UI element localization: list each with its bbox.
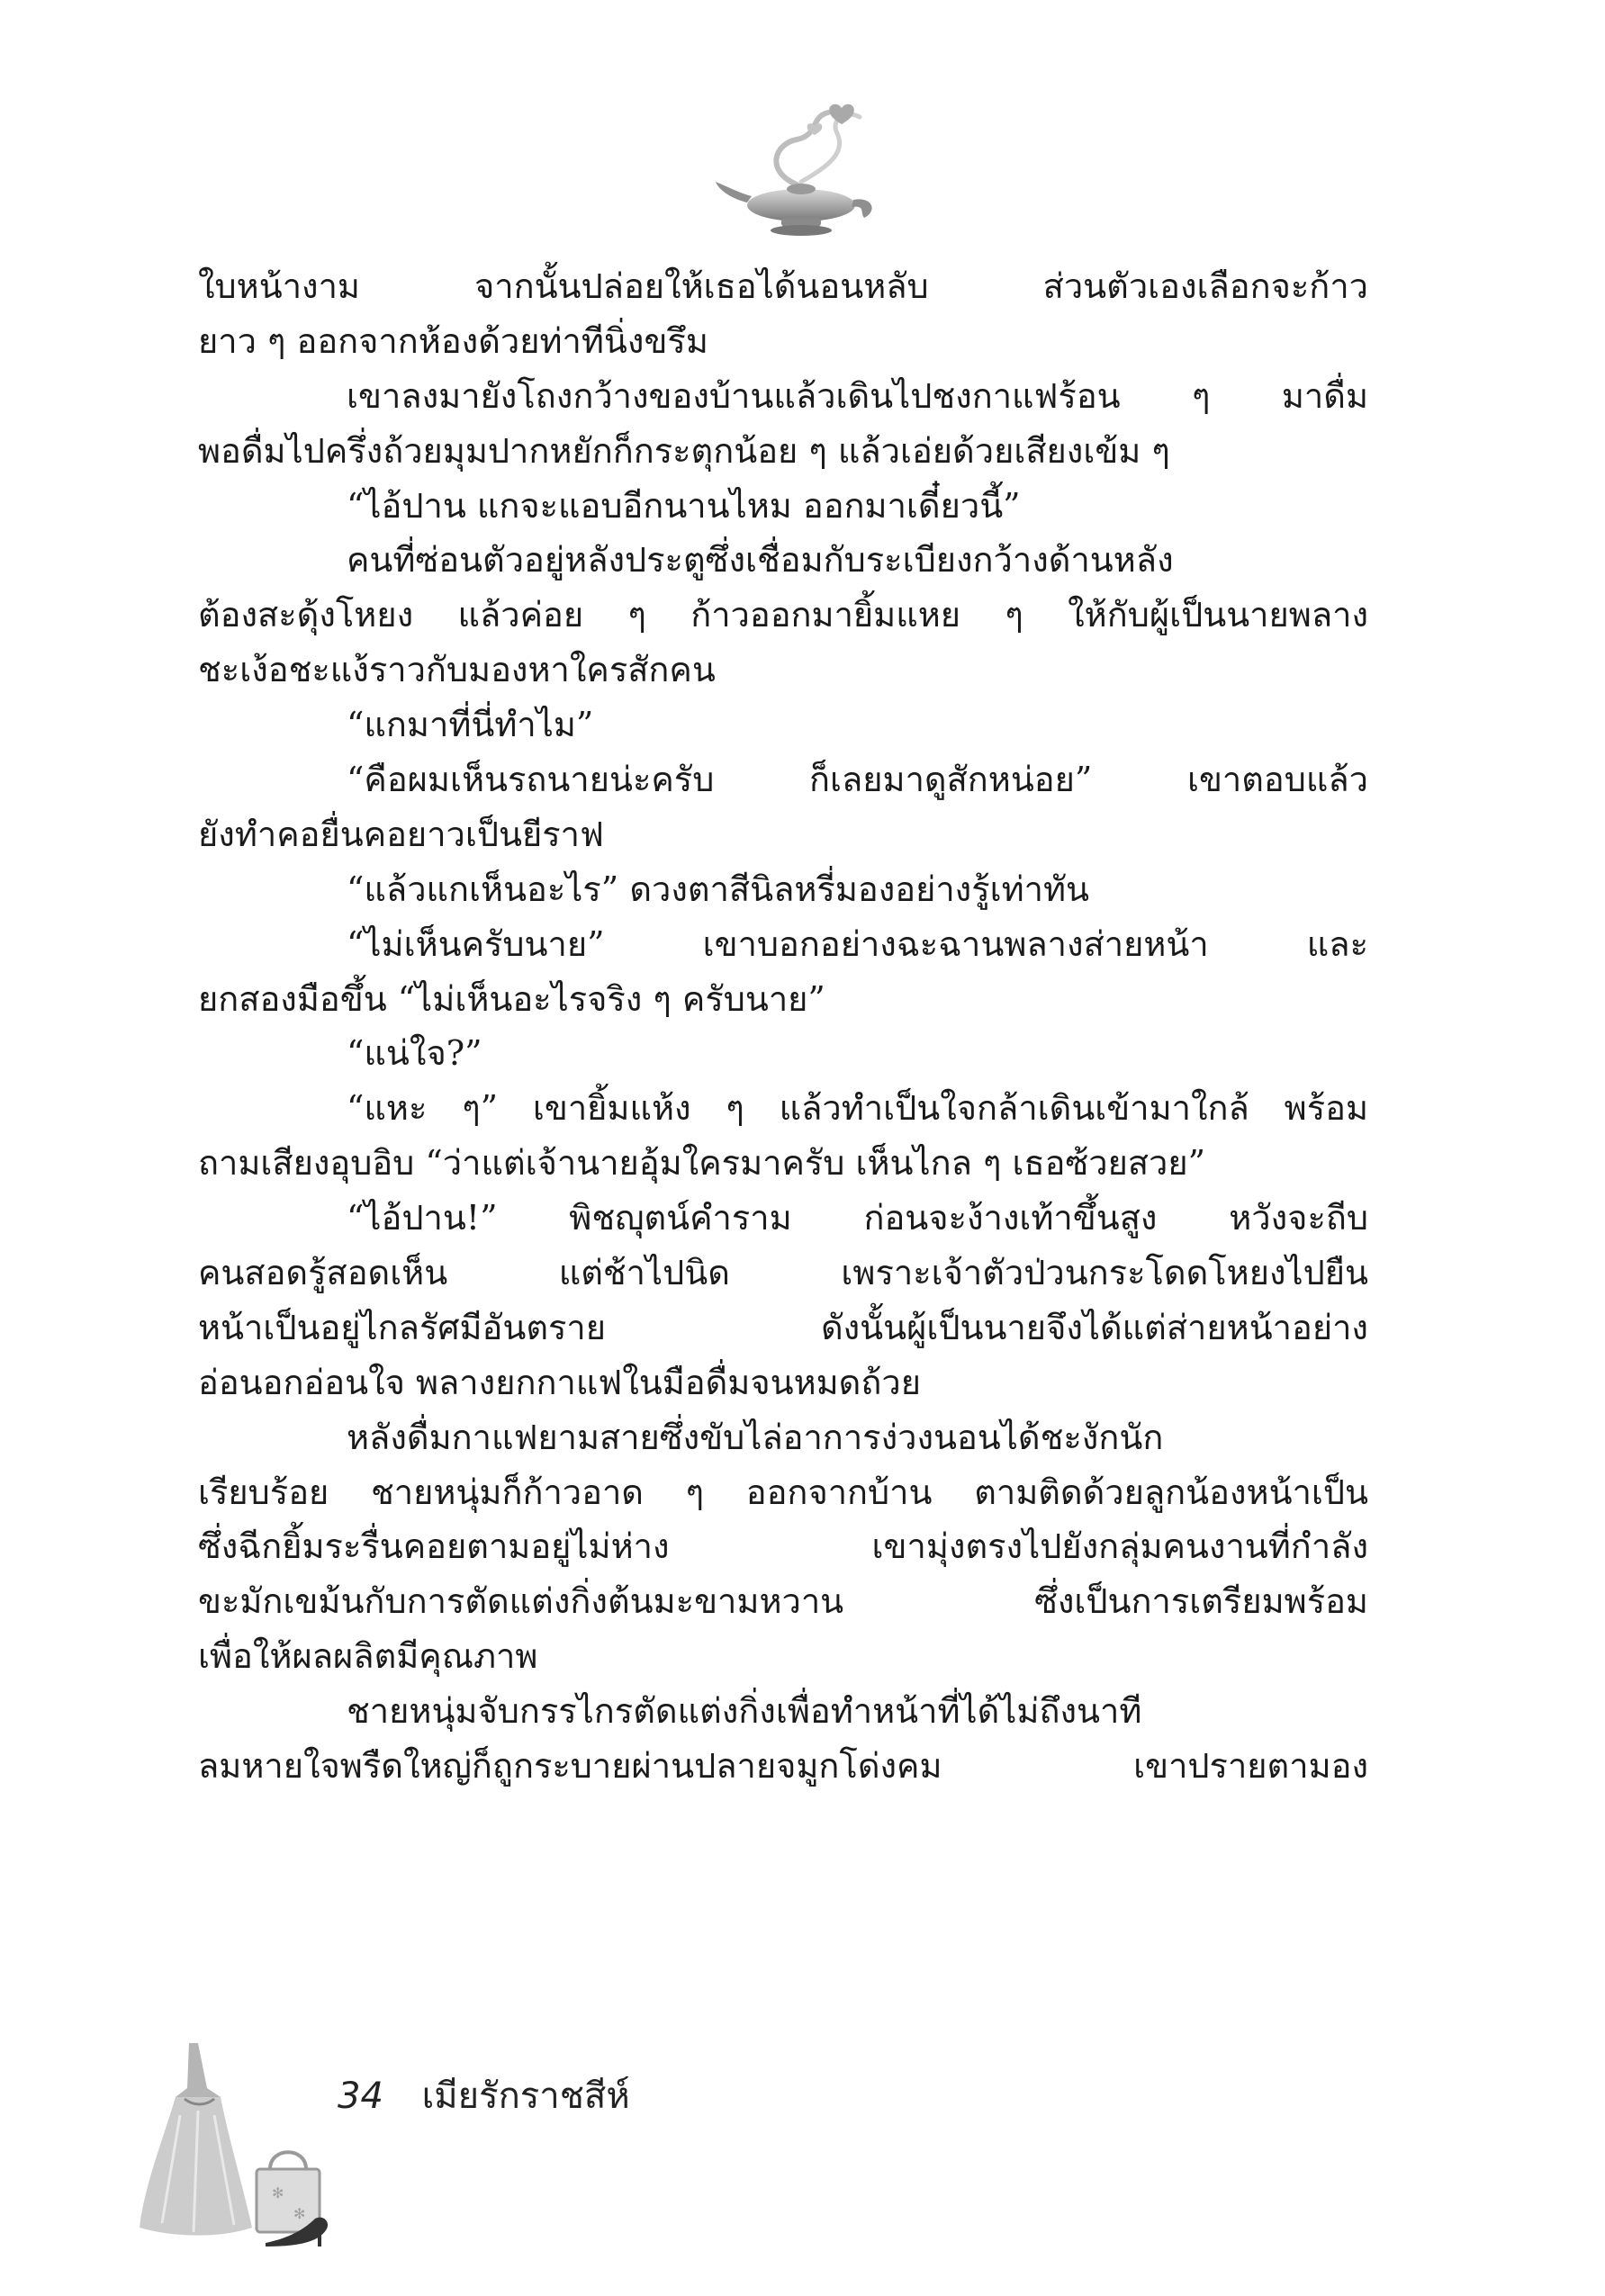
book-title: เมียรักราชสีห์ bbox=[421, 2075, 630, 2117]
text-line: ยาว ๆ ออกจากห้องด้วยท่าทีนิ่งขรึม bbox=[198, 320, 708, 361]
text-line: ซึ่งฉีกยิ้มระรื่นคอยตามอยู่ไม่ห่าง เขามุ่งตรงไปยังกลุ่มคนงานที่กำลัง bbox=[198, 1526, 1368, 1567]
text-line: หน้าเป็นอยู่ไกลรัศมีอันตราย ดังนั้นผู้เป็นนายจึงได้แต่ส่ายหน้าอย่าง bbox=[198, 1307, 1368, 1347]
text-line: ชะเง้อชะแง้ราวกับมองหาใครสักคน bbox=[198, 650, 716, 690]
text-line: “ไม่เห็นครับนาย” เขาบอกอย่างฉะฉานพลางส่ายหน้า และ bbox=[347, 923, 1368, 964]
text-line: คนที่ซ่อนตัวอยู่หลังประตูซึ่งเชื่อมกับระเบียงกว้างด้านหลัง bbox=[347, 540, 1174, 581]
text-line: “แหะ ๆ” เขายิ้มแห้ง ๆ แล้วทำเป็นใจกล้าเดินเข้ามาใกล้ พร้อม bbox=[347, 1088, 1368, 1129]
text-line: “คือผมเห็นรถนายน่ะครับ ก็เลยมาดูสักหน่อย” เขาตอบแล้ว bbox=[347, 760, 1368, 800]
text-line: ชายหนุ่มจับกรรไกรตัดแต่งกิ่งเพื่อทำหน้าที่ได้ไม่ถึงนาที bbox=[347, 1691, 1142, 1732]
text-line: ต้องสะดุ้งโหยง แล้วค่อย ๆ ก้าวออกมายิ้มแหย ๆ ให้กับผู้เป็นนายพลาง bbox=[198, 595, 1368, 635]
text-line: “แล้วแกเห็นอะไร” ดวงตาสีนิลหรี่มองอย่างรู้เท่าทัน bbox=[347, 869, 1090, 909]
svg-text:✻: ✻ bbox=[293, 2205, 306, 2222]
magic-lamp-icon bbox=[711, 99, 891, 243]
text-line: เขาลงมายังโถงกว้างของบ้านแล้วเดินไปชงกาแฟร้อน ๆ มาดื่ม bbox=[347, 375, 1368, 416]
text-line: หลังดื่มกาแฟยามสายซึ่งขับไล่อาการง่วงนอนได้ชะงักนัก bbox=[347, 1417, 1164, 1457]
text-line: “แน่ใจ?” bbox=[347, 1033, 482, 1074]
text-line: ถามเสียงอุบอิบ “ว่าแต่เจ้านายอุ้มใครมาครับ เห็นไกล ๆ เธอซ้วยสวย” bbox=[198, 1143, 1206, 1184]
text-line: ขะมักเขม้นกับการตัดแต่งกิ่งต้นมะขามหวาน ซึ่งเป็นการเตรียมพร้อม bbox=[198, 1581, 1368, 1622]
text-line: “ไอ้ปาน แกจะแอบอีกนานไหม ออกมาเดี๋ยวนี้” bbox=[347, 485, 1021, 526]
page-number: 34 bbox=[338, 2075, 383, 2117]
text-line: อ่อนอกอ่อนใจ พลางยกกาแฟในมือดื่มจนหมดถ้วย bbox=[198, 1362, 921, 1402]
text-line: ลมหายใจพรืดใหญ่ก็ถูกระบายผ่านปลายจมูกโด่งคม เขาปรายตามอง bbox=[198, 1746, 1368, 1787]
body-text bbox=[198, 259, 1368, 1794]
text-line: ยกสองมือขึ้น “ไม่เห็นอะไรจริง ๆ ครับนาย” bbox=[198, 978, 825, 1019]
text-line: “แกมาที่นี่ทำไม” bbox=[347, 705, 594, 745]
text-line: ยังทำคอยื่นคอยาวเป็นยีราฟ bbox=[198, 814, 604, 854]
text-line: “ไอ้ปาน!” พิชญุตน์คำราม ก่อนจะง้างเท้าขึ้นสูง หวังจะถีบ bbox=[347, 1198, 1368, 1238]
dress-bag-shoe-icon bbox=[135, 2034, 342, 2250]
text-line: เรียบร้อย ชายหนุ่มก็ก้าวอาด ๆ ออกจากบ้าน ตามติดด้วยลูกน้องหน้าเป็น bbox=[198, 1472, 1368, 1512]
page-footer bbox=[338, 2066, 630, 2124]
svg-text:✻: ✻ bbox=[272, 2184, 284, 2201]
text-line: พอดื่มไปครึ่งถ้วยมุมปากหยักก็กระตุกน้อย ๆ แล้วเอ่ยด้วยเสียงเข้ม ๆ bbox=[198, 430, 1170, 471]
text-line: เพื่อให้ผลผลิตมีคุณภาพ bbox=[198, 1636, 538, 1677]
text-line: ใบหน้างาม จากนั้นปล่อยให้เธอได้นอนหลับ ส่วนตัวเองเลือกจะก้าว bbox=[198, 266, 1368, 306]
text-line: คนสอดรู้สอดเห็น แต่ช้าไปนิด เพราะเจ้าตัวป่วนกระโดดโหยงไปยืน bbox=[198, 1253, 1368, 1293]
